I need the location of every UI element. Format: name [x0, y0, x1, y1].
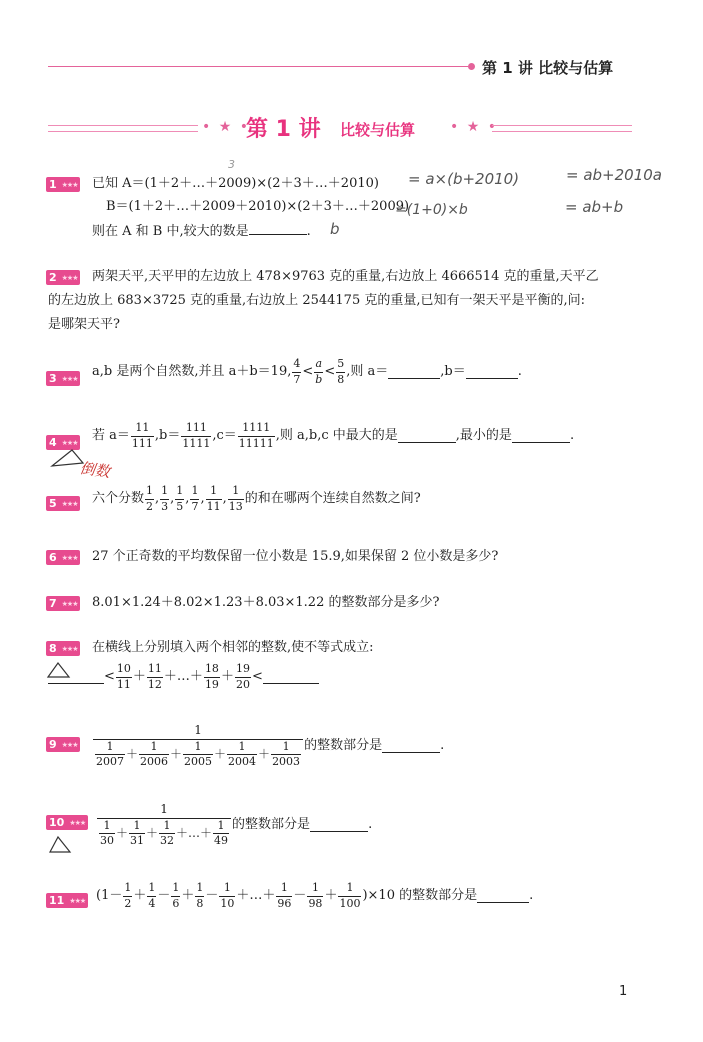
- problem-badge-8: [46, 641, 80, 656]
- p2-line2: 的左边放上 683×3725 克的重量,右边放上 2544175 克的重量,已知有一架天平是平衡的,问:: [48, 293, 585, 308]
- difficulty-stars: ★★★: [69, 818, 86, 827]
- compound-fraction: [97, 803, 231, 848]
- p4-text: ,最小的是: [455, 427, 512, 443]
- operator: ＋…＋: [236, 887, 276, 903]
- operator: ＋: [258, 747, 271, 762]
- problem-number: 3: [49, 372, 57, 385]
- p4-text: 若 a＝: [92, 427, 130, 443]
- operator: ＋: [181, 887, 195, 903]
- fraction: $\frac{1}{2}$: [124, 881, 132, 910]
- difficulty-stars: ★★★: [61, 553, 78, 562]
- handwritten-note: b: [330, 220, 340, 238]
- operator: ,: [170, 490, 175, 506]
- fraction: $\frac{1}{30}$: [100, 818, 114, 848]
- less-than: <: [302, 363, 314, 379]
- p1-line3: [92, 222, 311, 241]
- difficulty-stars: ★★★: [61, 644, 78, 653]
- less-than: <: [324, 363, 336, 379]
- plus: ＋: [220, 668, 234, 684]
- fraction: $\frac{1}{96}$: [277, 881, 292, 910]
- p3-line: [92, 358, 522, 386]
- denominator: [93, 739, 303, 769]
- problem-badge-11: [46, 893, 88, 908]
- fraction: $\frac{10}{11}$: [116, 662, 131, 691]
- answer-blank[interactable]: [249, 222, 307, 235]
- fraction: $\frac{1}{10}$: [220, 881, 235, 910]
- fraction: $\frac{4}{7}$: [293, 357, 301, 386]
- problem-number: 6: [49, 551, 57, 564]
- problem-badge-5: [46, 496, 80, 511]
- operator: ＋: [133, 887, 147, 903]
- operator: ＋: [324, 887, 338, 903]
- operator: －: [157, 887, 171, 903]
- fraction: $\frac{1}{2003}$: [272, 739, 301, 769]
- operator: ＋: [126, 747, 139, 762]
- triangle-mark-icon: [50, 446, 86, 470]
- fraction: $\frac{1}{100}$: [339, 881, 361, 910]
- p4-line: [92, 422, 574, 450]
- fraction: $\frac{1}{6}$: [172, 881, 180, 910]
- answer-blank[interactable]: [477, 890, 529, 903]
- p1-text: 则在 A 和 B 中,较大的数是: [92, 224, 249, 239]
- p4-text: ,b＝: [154, 427, 181, 443]
- fraction: $\frac{1}{2007}$: [96, 739, 124, 769]
- answer-blank[interactable]: [382, 740, 440, 753]
- p9-line: [92, 724, 444, 769]
- plus: ＋: [132, 668, 146, 684]
- answer-blank-a[interactable]: [388, 366, 440, 379]
- operator: ＋…＋: [176, 826, 213, 841]
- difficulty-stars: ★★★: [61, 438, 78, 447]
- p11-series: [122, 882, 362, 910]
- fraction: $\frac{1}{31}$: [130, 818, 145, 848]
- problem-number: 7: [49, 597, 57, 610]
- answer-blank[interactable]: [310, 819, 368, 832]
- header-title: 第 1 讲 比较与估算: [482, 59, 614, 77]
- problem-badge-7: [46, 596, 80, 611]
- problem-number: 4: [49, 436, 57, 449]
- problem-number: 11: [49, 894, 65, 907]
- fraction: $\frac{1111}{11111}$: [238, 421, 274, 450]
- numerator: 1: [160, 802, 168, 816]
- fraction: $\frac{1}{49}$: [214, 818, 229, 848]
- problem-number: 5: [49, 497, 57, 510]
- fraction: $\frac{1}{7}$: [191, 484, 199, 513]
- p4-text: ,则 a,b,c 中最大的是: [275, 427, 398, 443]
- problem-badge-10: [46, 815, 88, 830]
- p3-period: .: [517, 363, 522, 379]
- fraction: $\frac{1}{8}$: [196, 881, 204, 910]
- p1-line2: B＝(1＋2＋…＋2009＋2010)×(2＋3＋…＋2009): [106, 199, 410, 214]
- chapter-subtitle: 比较与估算: [340, 121, 416, 139]
- p10-line: [96, 803, 372, 848]
- p6-text: 27 个正奇数的平均数保留一位小数是 15.9,如果保留 2 位小数是多少?: [92, 549, 499, 564]
- p1-line1: 已知 A＝(1＋2＋…＋2009)×(2＋3＋…＋2010): [92, 176, 379, 191]
- title-dots-right: • ★ •: [450, 119, 498, 135]
- answer-blank-max[interactable]: [398, 430, 456, 443]
- problem-badge-6: [46, 550, 80, 565]
- handwritten-note: 3: [228, 158, 235, 171]
- fraction: $\frac{1}{5}$: [176, 484, 184, 513]
- fraction: $\frac{11}{12}$: [147, 662, 162, 691]
- answer-blank-right[interactable]: [263, 671, 319, 684]
- p8-line1: 在横线上分别填入两个相邻的整数,使不等式成立:: [92, 640, 374, 655]
- handwritten-note-red: 倒数: [78, 458, 112, 481]
- fraction: $\frac{19}{20}$: [235, 662, 250, 691]
- numerator: 1: [194, 723, 202, 737]
- problem-number: 1: [49, 178, 57, 191]
- fraction: $\frac{11}{111}$: [131, 421, 153, 450]
- problem-number: 9: [49, 738, 57, 751]
- difficulty-stars: ★★★: [61, 740, 78, 749]
- operator: ,: [222, 490, 227, 506]
- p1-period: .: [306, 224, 311, 239]
- fraction: $\frac{a}{b}$: [315, 357, 323, 386]
- ellipsis: ＋…＋: [163, 668, 203, 684]
- compound-fraction: [93, 724, 303, 769]
- problem-number: 10: [49, 816, 65, 829]
- fraction: $\frac{111}{1111}$: [182, 421, 211, 450]
- difficulty-stars: ★★★: [61, 599, 78, 608]
- p2-line3: 是哪架天平?: [48, 317, 120, 332]
- handwritten-note: =(1+0)×b: [395, 202, 468, 218]
- difficulty-stars: ★★★: [61, 273, 78, 282]
- header-rule: [48, 66, 468, 67]
- less-than: <: [104, 668, 115, 684]
- p11-line: [96, 882, 533, 910]
- fraction: $\frac{1}{2005}$: [184, 739, 213, 769]
- operator: ＋: [214, 747, 227, 762]
- p9-period: .: [440, 738, 445, 754]
- fraction: $\frac{1}{4}$: [148, 881, 156, 910]
- operator: ,: [200, 490, 205, 506]
- answer-blank-min[interactable]: [512, 430, 570, 443]
- fraction: $\frac{5}{8}$: [337, 357, 345, 386]
- p11-text: )×10 的整数部分是: [362, 887, 478, 903]
- p3-text: ,b＝: [440, 363, 466, 379]
- title-rule-right: [492, 125, 632, 132]
- p5-fractions: [144, 485, 245, 513]
- p11-open: (1－: [96, 887, 123, 903]
- problem-number: 2: [49, 271, 57, 284]
- problem-number: 8: [49, 642, 57, 655]
- less-than: <: [251, 668, 263, 684]
- p3-text: a,b 是两个自然数,并且 a＋b＝19,: [92, 363, 292, 379]
- difficulty-stars: ★★★: [69, 896, 86, 905]
- fraction: $\frac{1}{11}$: [206, 484, 221, 513]
- difficulty-stars: ★★★: [61, 499, 78, 508]
- p4-period: .: [569, 427, 575, 443]
- difficulty-stars: ★★★: [61, 180, 78, 189]
- p11-period: .: [529, 887, 534, 903]
- p7-text: 8.01×1.24＋8.02×1.23＋8.03×1.22 的整数部分是多少?: [92, 595, 440, 610]
- page-number: 1: [619, 984, 628, 999]
- title-rule-left: [48, 125, 198, 132]
- denominator: [97, 818, 231, 848]
- p5-line: [92, 485, 421, 513]
- operator: －: [293, 887, 307, 903]
- p3-text: ,则 a＝: [346, 363, 389, 379]
- difficulty-stars: ★★★: [61, 374, 78, 383]
- handwritten-note: = ab+2010a: [566, 166, 662, 184]
- operator: ＋: [146, 826, 159, 841]
- problem-badge-9: [46, 737, 80, 752]
- triangle-mark-icon: [48, 834, 74, 856]
- operator: ,: [155, 490, 160, 506]
- handwritten-note: = a×(b+2010): [408, 170, 520, 188]
- p10-period: .: [368, 817, 373, 833]
- p9-text: 的整数部分是: [304, 738, 383, 754]
- fraction: $\frac{1}{2004}$: [228, 739, 257, 769]
- fraction: $\frac{18}{19}$: [204, 662, 219, 691]
- operator: ＋: [170, 747, 183, 762]
- p5-text: 六个分数: [92, 490, 145, 506]
- problem-badge-1: [46, 177, 80, 192]
- fraction: $\frac{1}{98}$: [308, 881, 323, 910]
- fraction: $\frac{1}{3}$: [161, 484, 169, 513]
- operator: ＋: [116, 826, 129, 841]
- chapter-title: 第 1 讲: [246, 117, 321, 142]
- p5-text: 的和在哪两个连续自然数之间?: [244, 490, 421, 506]
- p4-text: ,c＝: [212, 427, 237, 443]
- triangle-mark-icon: [46, 660, 72, 680]
- operator: －: [205, 887, 219, 903]
- answer-blank-b[interactable]: [466, 366, 518, 379]
- problem-badge-2: [46, 270, 80, 285]
- title-dots-left: • ★ •: [202, 119, 250, 135]
- header-bullet: [468, 63, 475, 70]
- fraction: $\frac{1}{13}$: [228, 484, 243, 513]
- fraction: $\frac{1}{32}$: [160, 818, 175, 848]
- p8-inequality: [48, 663, 319, 691]
- p2-line1: 两架天平,天平甲的左边放上 478×9763 克的重量,右边放上 4666514 克的重量,天平乙: [92, 269, 599, 284]
- fraction: $\frac{1}{2006}$: [140, 739, 169, 769]
- fraction: $\frac{1}{2}$: [146, 484, 154, 513]
- operator: ,: [185, 490, 190, 506]
- problem-badge-3: [46, 371, 80, 386]
- p10-text: 的整数部分是: [232, 817, 311, 833]
- handwritten-note: = ab+b: [565, 198, 624, 216]
